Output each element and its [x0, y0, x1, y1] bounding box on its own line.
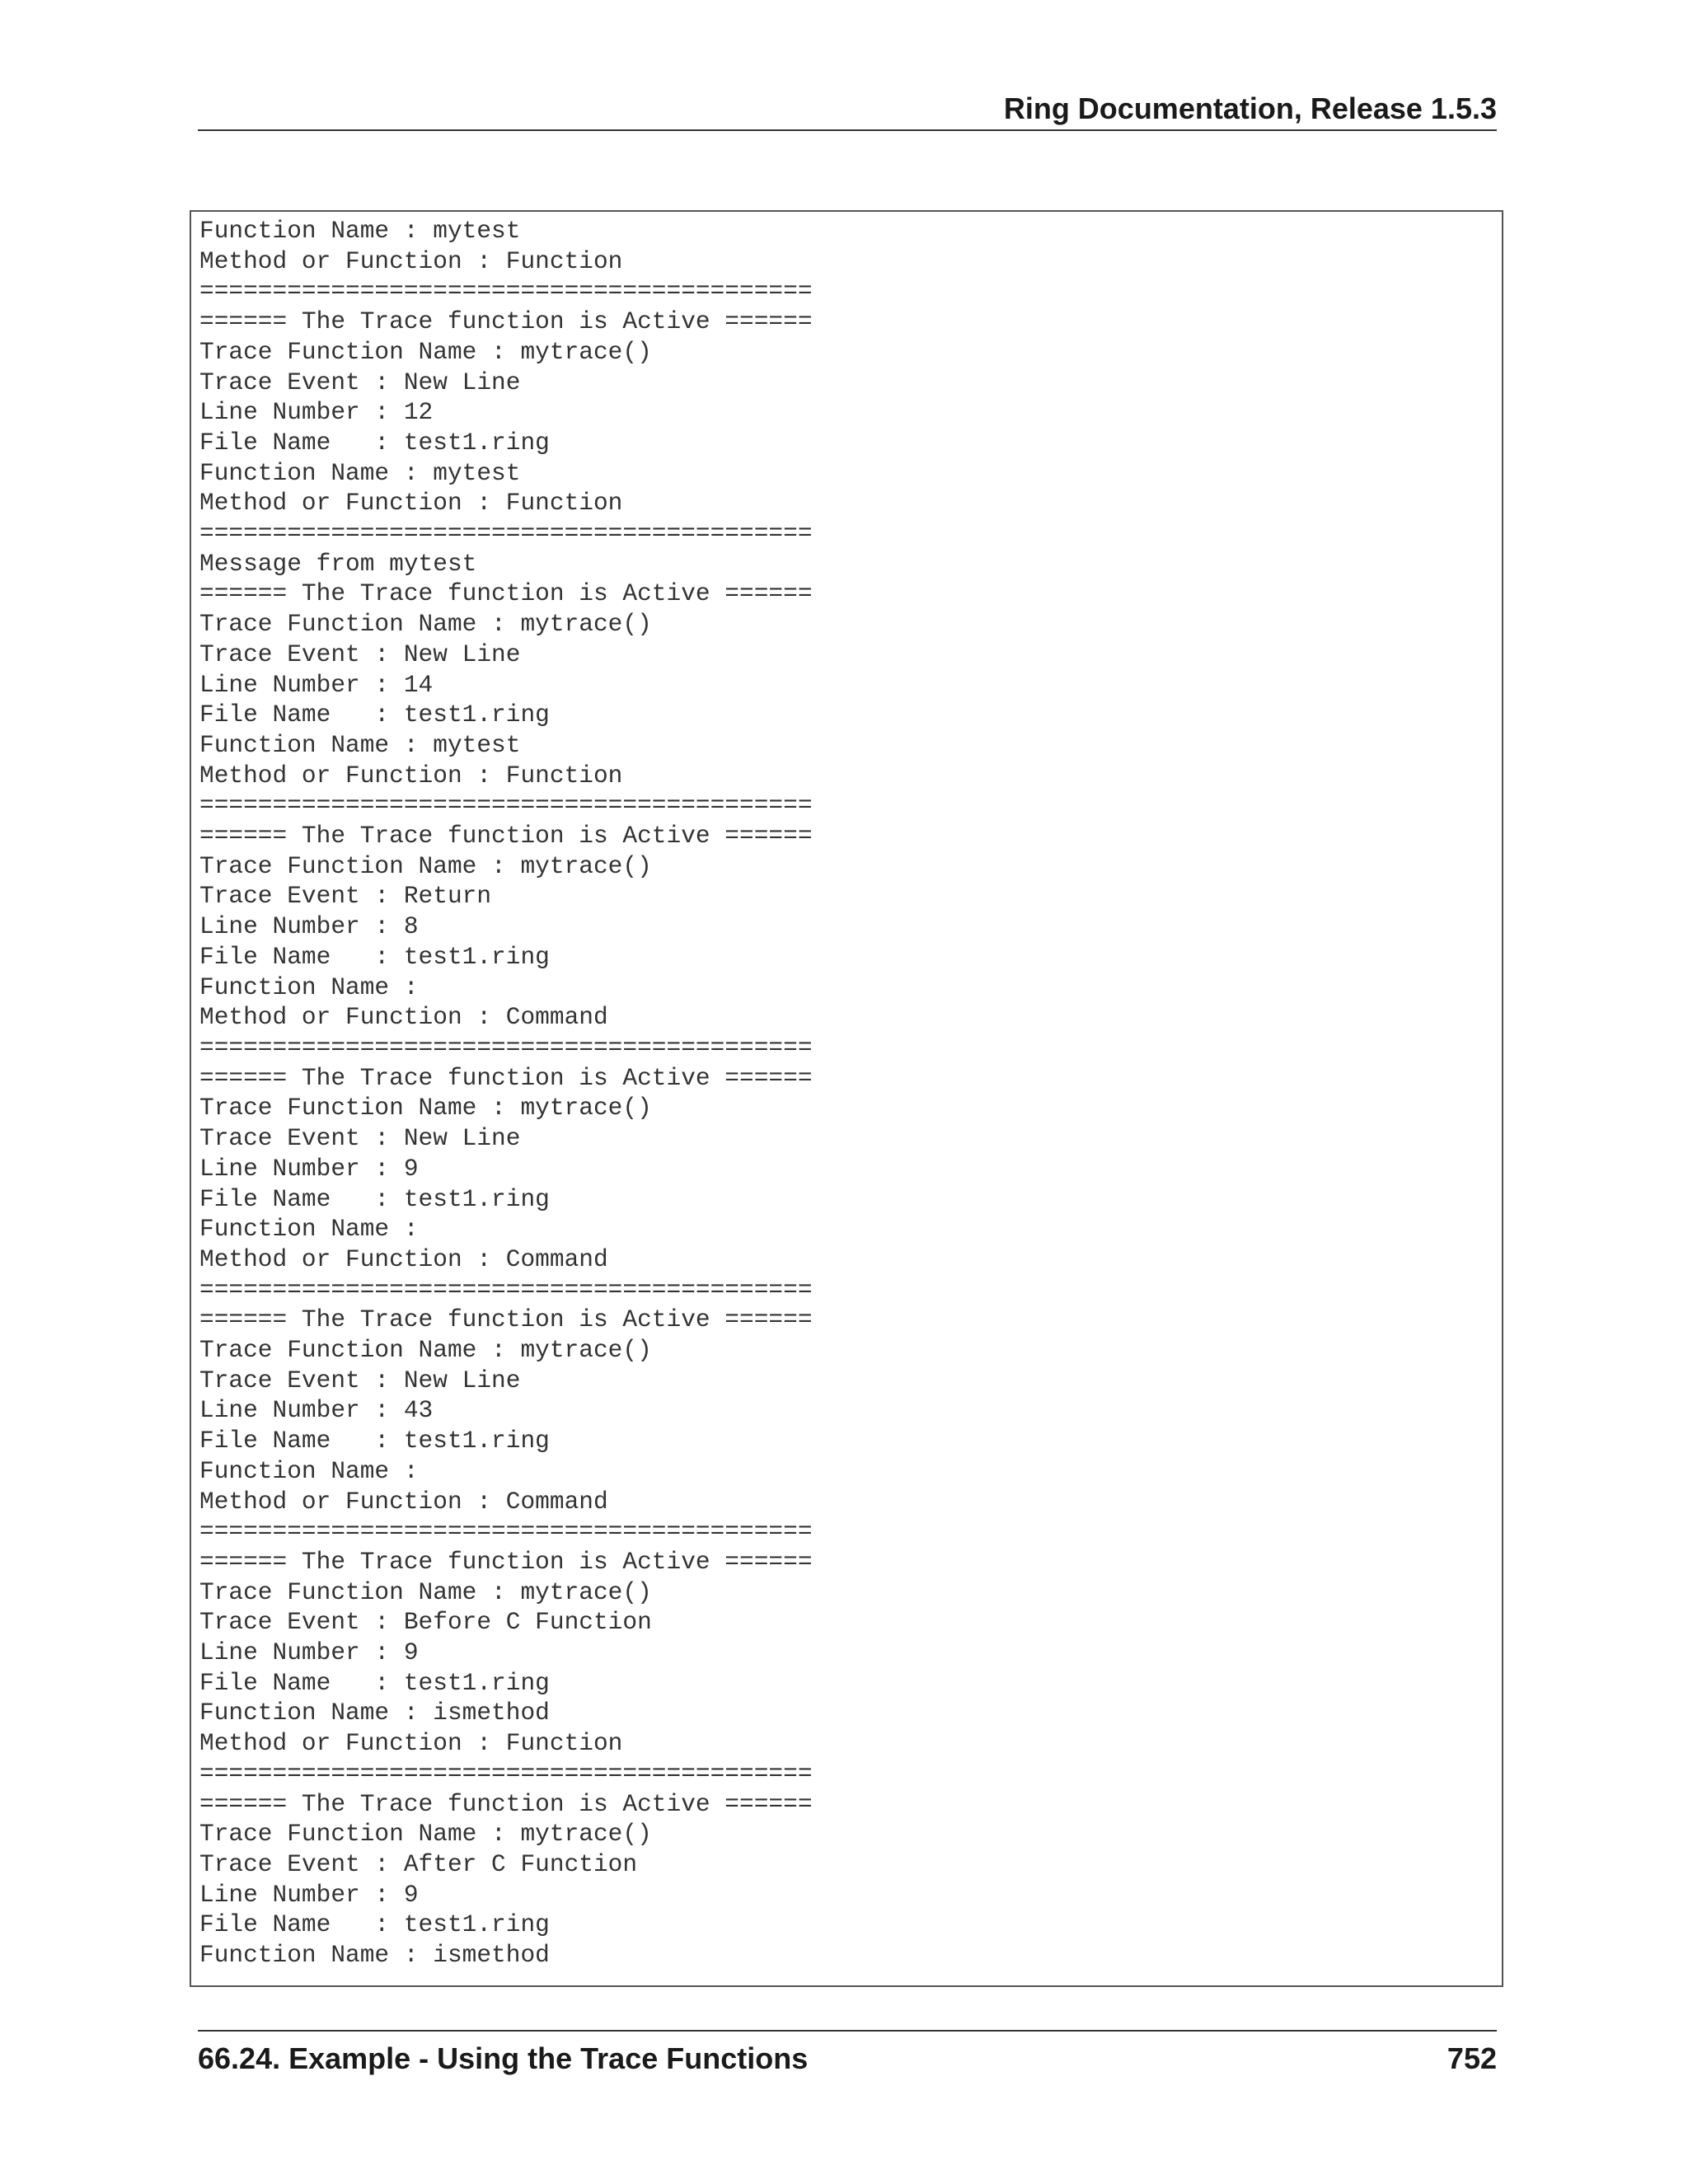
code-line: Trace Function Name : mytrace() [199, 1094, 652, 1122]
code-line: ====== The Trace function is Active ====== [199, 1063, 813, 1092]
code-line: File Name : test1.ring [199, 1184, 550, 1213]
code-line: Trace Function Name : mytrace() [199, 851, 652, 880]
code-output-text [199, 216, 813, 1971]
code-line: File Name : test1.ring [199, 1427, 550, 1455]
code-line: File Name : test1.ring [199, 1910, 550, 1939]
code-line: Method or Function : Function [199, 489, 623, 518]
code-line: Trace Function Name : mytrace() [199, 1577, 652, 1606]
code-line: ====== The Trace function is Active ====== [199, 1547, 813, 1576]
code-line: ========================================== [199, 519, 813, 548]
code-line: Function Name : mytest [199, 217, 521, 245]
code-line: Line Number : 9 [199, 1880, 419, 1909]
code-line: Line Number : 9 [199, 1638, 419, 1667]
code-line: Line Number : 43 [199, 1396, 434, 1425]
code-line: Method or Function : Command [199, 1487, 608, 1516]
code-line: Function Name : ismethod [199, 1941, 550, 1970]
code-line: Method or Function : Command [199, 1244, 608, 1273]
code-line: Trace Event : New Line [199, 368, 521, 396]
code-line: ====== The Trace function is Active ====== [199, 822, 813, 851]
running-header: Ring Documentation, Release 1.5.3 [1003, 91, 1497, 125]
code-line: Trace Function Name : mytrace() [199, 1336, 652, 1365]
code-line: Method or Function : Function [199, 1729, 623, 1758]
code-line: ====== The Trace function is Active ====== [199, 307, 813, 336]
footer-section-title: 66.24. Example - Using the Trace Functions [198, 2041, 809, 2075]
code-line: Method or Function : Command [199, 1003, 608, 1032]
code-line: File Name : test1.ring [199, 701, 550, 729]
code-line: Line Number : 12 [199, 398, 434, 427]
code-line: Function Name : mytest [199, 730, 521, 759]
code-line: Trace Function Name : mytrace() [199, 610, 652, 639]
code-line: ====== The Trace function is Active ====== [199, 1305, 813, 1334]
code-line: Line Number : 9 [199, 1154, 419, 1183]
code-block [190, 210, 1503, 1987]
code-line: Function Name : [199, 1215, 419, 1244]
code-line: Function Name : [199, 1456, 419, 1485]
header-divider [198, 129, 1497, 131]
code-line: Function Name : ismethod [199, 1699, 550, 1727]
code-line: Trace Event : New Line [199, 1366, 521, 1394]
code-line: Trace Function Name : mytrace() [199, 337, 652, 366]
code-line: ========================================== [199, 277, 813, 306]
code-line: ========================================== [199, 1517, 813, 1546]
code-line: Method or Function : Function [199, 246, 623, 275]
code-line: Trace Event : After C Function [199, 1849, 638, 1878]
code-line: Trace Function Name : mytrace() [199, 1820, 652, 1849]
page-number: 752 [1447, 2041, 1497, 2075]
code-line: File Name : test1.ring [199, 1668, 550, 1697]
code-line: Method or Function : Function [199, 761, 623, 790]
code-line: Trace Event : Return [199, 882, 492, 911]
code-line: ========================================== [199, 1275, 813, 1304]
code-line: Line Number : 14 [199, 670, 434, 699]
code-line: File Name : test1.ring [199, 942, 550, 971]
code-line: ====== The Trace function is Active ====== [199, 579, 813, 608]
code-line: Function Name : [199, 972, 419, 1001]
code-line: Trace Event : New Line [199, 640, 521, 668]
code-line: Function Name : mytest [199, 458, 521, 487]
code-line: Trace Event : New Line [199, 1124, 521, 1153]
code-line: Trace Event : Before C Function [199, 1608, 652, 1637]
footer-divider [198, 2030, 1497, 2032]
code-line: ========================================== [199, 1759, 813, 1788]
code-line: ========================================== [199, 1033, 813, 1062]
code-line: Line Number : 8 [199, 912, 419, 941]
code-line: ========================================== [199, 791, 813, 820]
code-line: Message from mytest [199, 549, 477, 578]
code-line: ====== The Trace function is Active ====== [199, 1789, 813, 1818]
code-line: File Name : test1.ring [199, 428, 550, 457]
